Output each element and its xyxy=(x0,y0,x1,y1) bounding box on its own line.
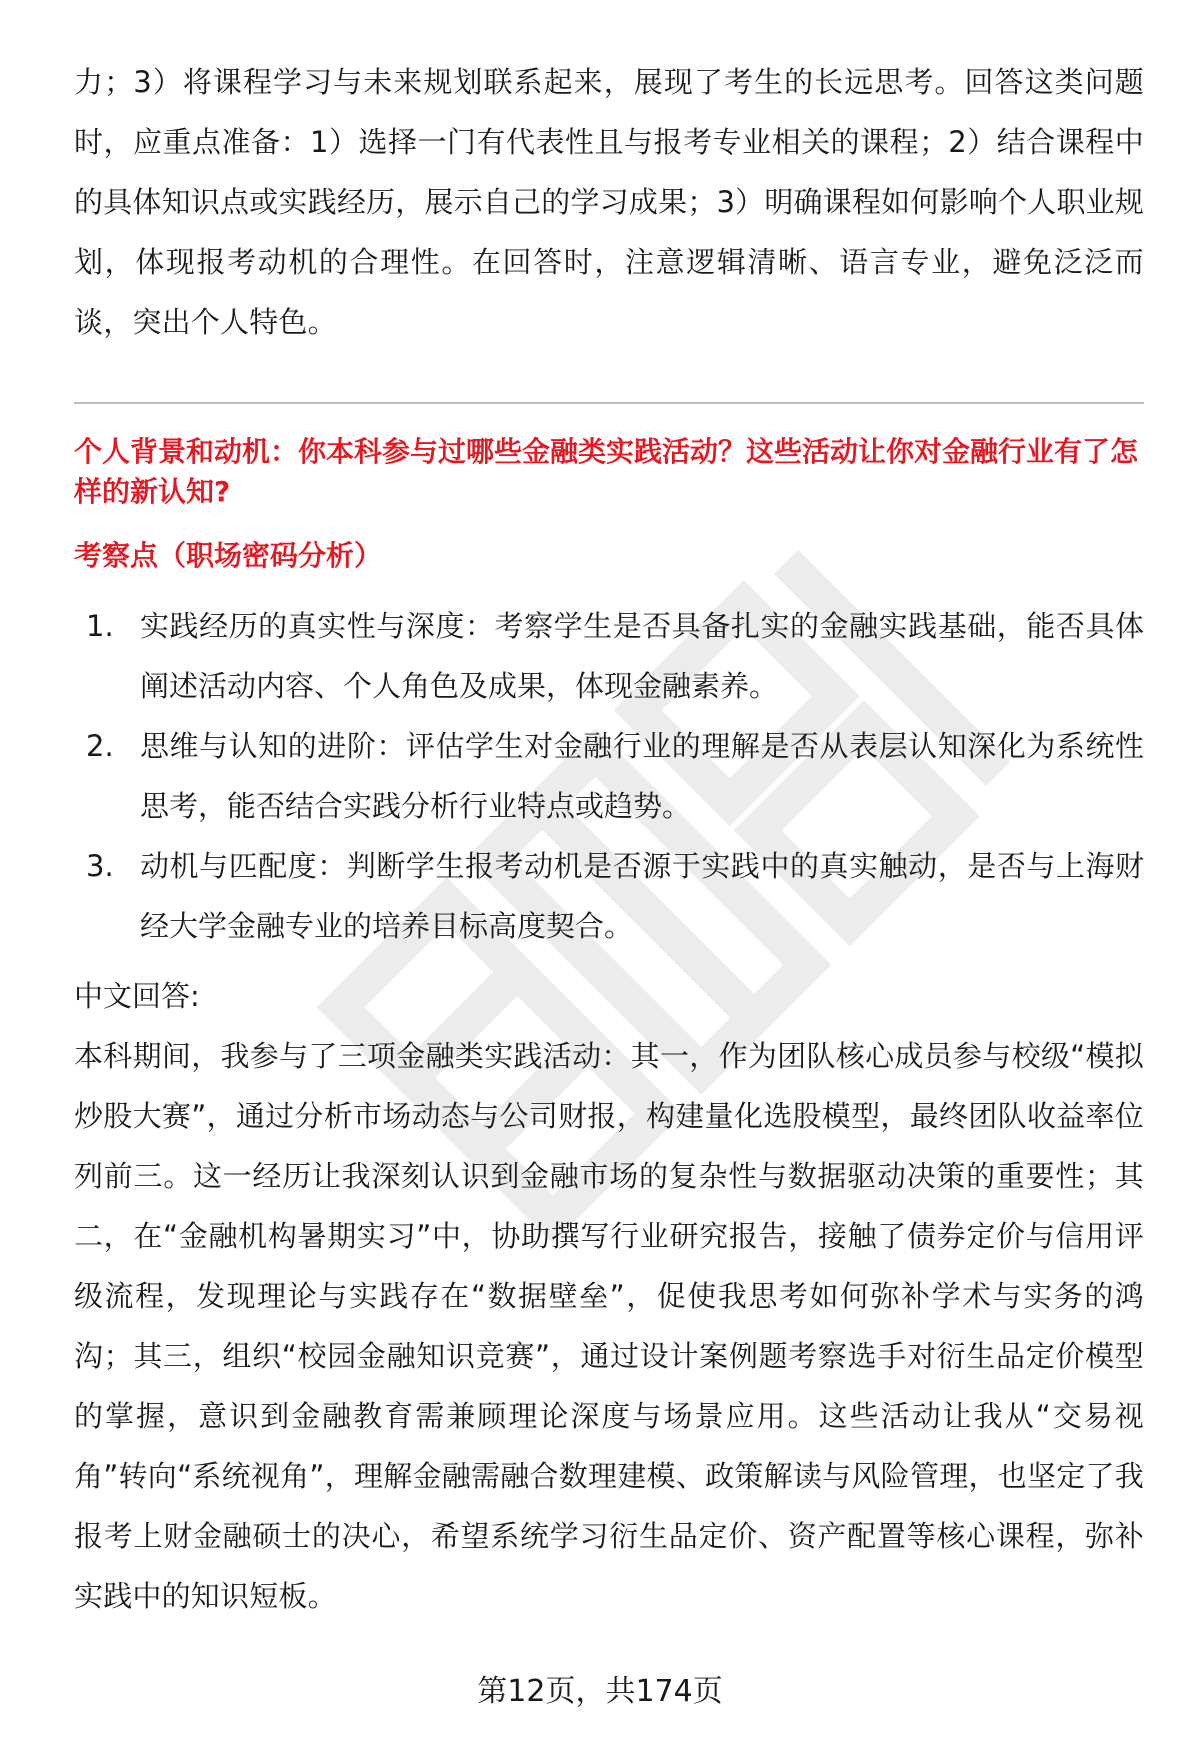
point-text: 思维与认知的进阶：评估学生对金融行业的理解是否从表层认知深化为系统性思考，能否结合实践分析行业特点或趋势。 xyxy=(140,729,1144,823)
assessment-heading: 考察点（职场密码分析） xyxy=(74,539,383,572)
point-text: 动机与匹配度：判断学生报考动机是否源于实践中的真实触动，是否与上海财经大学金融专业的培养目标高度契合。 xyxy=(140,849,1144,943)
intro-paragraph: 力；3）将课程学习与未来规划联系起来，展现了考生的长远思考。回答这类问题时，应重点准备：1）选择一门有代表性且与报考专业相关的课程；2）结合课程中的具体知识点或实践经历，展示自己的学习成果；3）明确课程如何影响个人职业规划，体现报考动机的合理性。在回答时，注意逻辑清晰、语言专业，避免泛泛而谈，突出个人特色。 xyxy=(74,65,1144,339)
assessment-point xyxy=(74,716,1144,836)
section-divider xyxy=(74,402,1144,404)
question-heading: 个人背景和动机：你本科参与过哪些金融类实践活动？这些活动让你对金融行业有了怎样的新认知? xyxy=(74,435,1139,508)
point-number: 1. xyxy=(86,609,114,643)
answer-paragraph: 本科期间，我参与了三项金融类实践活动：其一，作为团队核心成员参与校级“模拟炒股大赛”，通过分析市场动态与公司财报，构建量化选股模型，最终团队收益率位列前三。这一经历让我深刻认识到金融市场的复杂性与数据驱动决策的重要性；其二，在“金融机构暑期实习”中，协助撰写行业研究报告，接触了债券定价与信用评级流程，发现理论与实践存在“数据壁垒”，促使我思考如何弥补学术与实务的鸿沟；其三，组织“校园金融知识竞赛”，通过设计案例题考察选手对衍生品定价模型的掌握，意识到金融教育需兼顾理论深度与场景应用。这些活动让我从“交易视角”转向“系统视角”，理解金融需融合数理建模、政策解读与风险管理，也坚定了我报考上财金融硕士的决心，希望系统学习衍生品定价、资产配置等核心课程，弥补实践中的知识短板。 xyxy=(74,1039,1144,1613)
assessment-point xyxy=(74,836,1144,956)
point-number: 2. xyxy=(86,729,114,763)
point-number: 3. xyxy=(86,849,114,883)
assessment-point xyxy=(74,596,1144,716)
answer-label: 中文回答: xyxy=(74,979,200,1013)
assessment-list xyxy=(74,596,1144,956)
page-footer: 第12页，共174页 xyxy=(477,1674,723,1709)
point-text: 实践经历的真实性与深度：考察学生是否具备扎实的金融实践基础，能否具体阐述活动内容、个人角色及成果，体现金融素养。 xyxy=(140,609,1144,703)
document-page xyxy=(74,52,1144,1626)
